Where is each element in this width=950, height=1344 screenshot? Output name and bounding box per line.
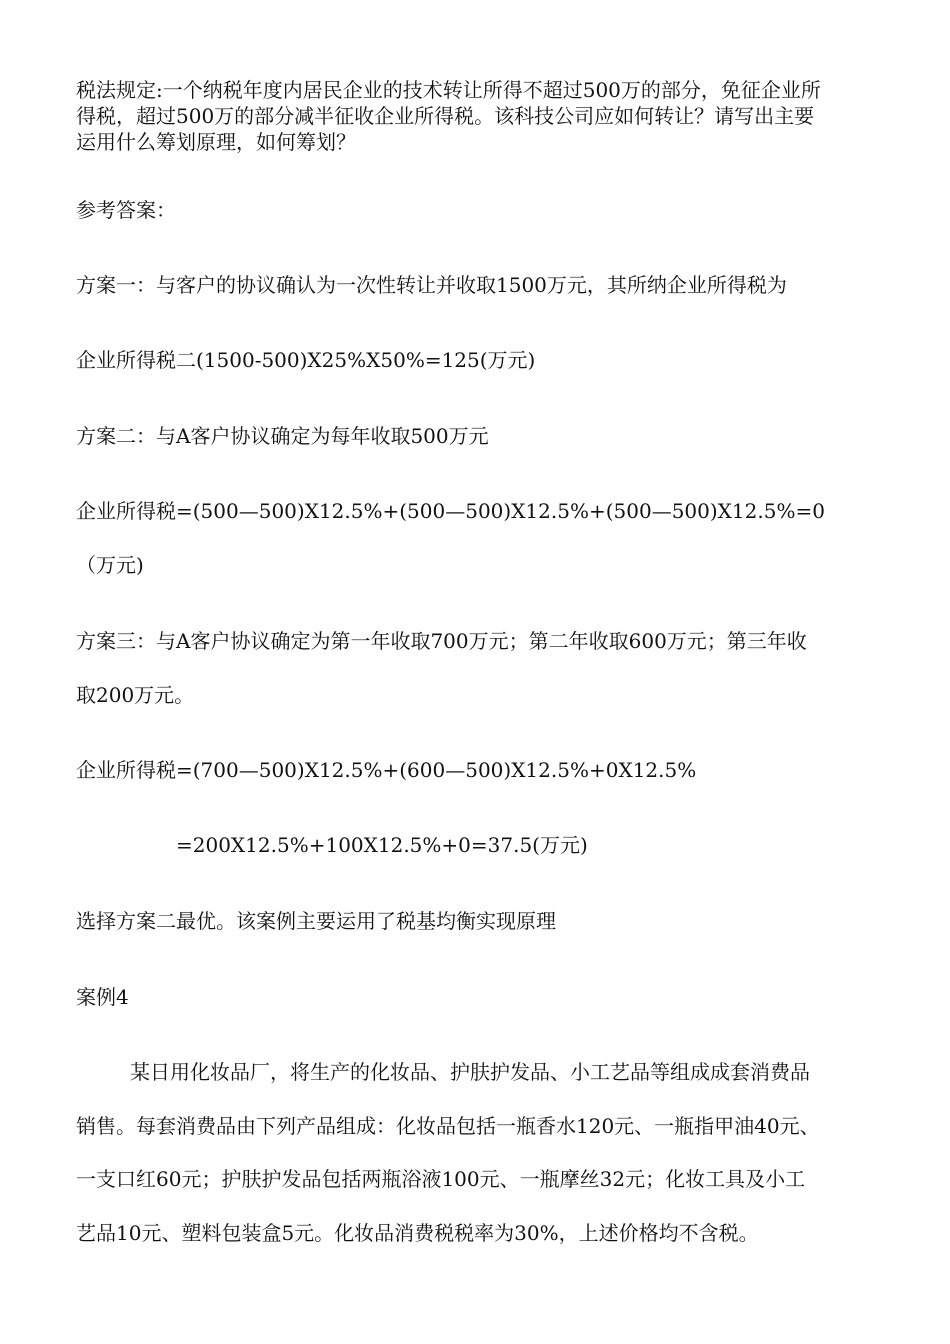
plan3-calculation-line-1: 企业所得税=(700—500)X12.5%+(600—500)X12.5%+0X12.5%: [76, 758, 697, 782]
intro-line-2: 得税，超过500万的部分减半征收企业所得税。该科技公司应如何转让？请写出主要: [76, 104, 815, 128]
case4-paragraph-line-2: 销售。每套消费品由下列产品组成：化妆品包括一瓶香水120元、一瓶指甲油40元、: [76, 1114, 820, 1138]
plan1-description: 方案一：与客户的协议确认为一次性转让并收取1500万元，其所纳企业所得税为: [76, 273, 787, 297]
plan2-description: 方案二：与A客户协议确定为每年收取500万元: [76, 424, 489, 448]
case4-paragraph-line-4: 艺品10元、塑料包装盒5元。化妆品消费税税率为30%，上述价格均不含税。: [76, 1221, 759, 1245]
answer-heading: 参考答案：: [76, 198, 176, 222]
case4-paragraph-line-1: 某日用化妆品厂，将生产的化妆品、护肤护发品、小工艺品等组成成套消费品: [130, 1060, 810, 1084]
plan1-calculation: 企业所得税二(1500-500)X25%X50%=125(万元): [76, 348, 536, 372]
plan2-unit: （万元): [76, 553, 144, 577]
plan2-calculation: 企业所得税=(500—500)X12.5%+(500—500)X12.5%+(500—500)X12.5%=0: [76, 499, 825, 523]
intro-line-3: 运用什么筹划原理，如何筹划？: [76, 130, 356, 154]
conclusion: 选择方案二最优。该案例主要运用了税基均衡实现原理: [76, 909, 556, 933]
plan3-description-line-1: 方案三：与A客户协议确定为第一年收取700万元；第二年收取600万元；第三年收: [76, 629, 807, 653]
case4-title: 案例4: [76, 985, 129, 1009]
intro-line-1: 税法规定:一个纳税年度内居民企业的技术转让所得不超过500万的部分，免征企业所: [76, 78, 821, 102]
plan3-description-line-2: 取200万元。: [76, 683, 195, 707]
case4-paragraph-line-3: 一支口红60元；护肤护发品包括两瓶浴液100元、一瓶摩丝32元；化妆工具及小工: [76, 1167, 806, 1191]
plan3-calculation-line-2: =200X12.5%+100X12.5%+0=37.5(万元): [176, 833, 588, 857]
